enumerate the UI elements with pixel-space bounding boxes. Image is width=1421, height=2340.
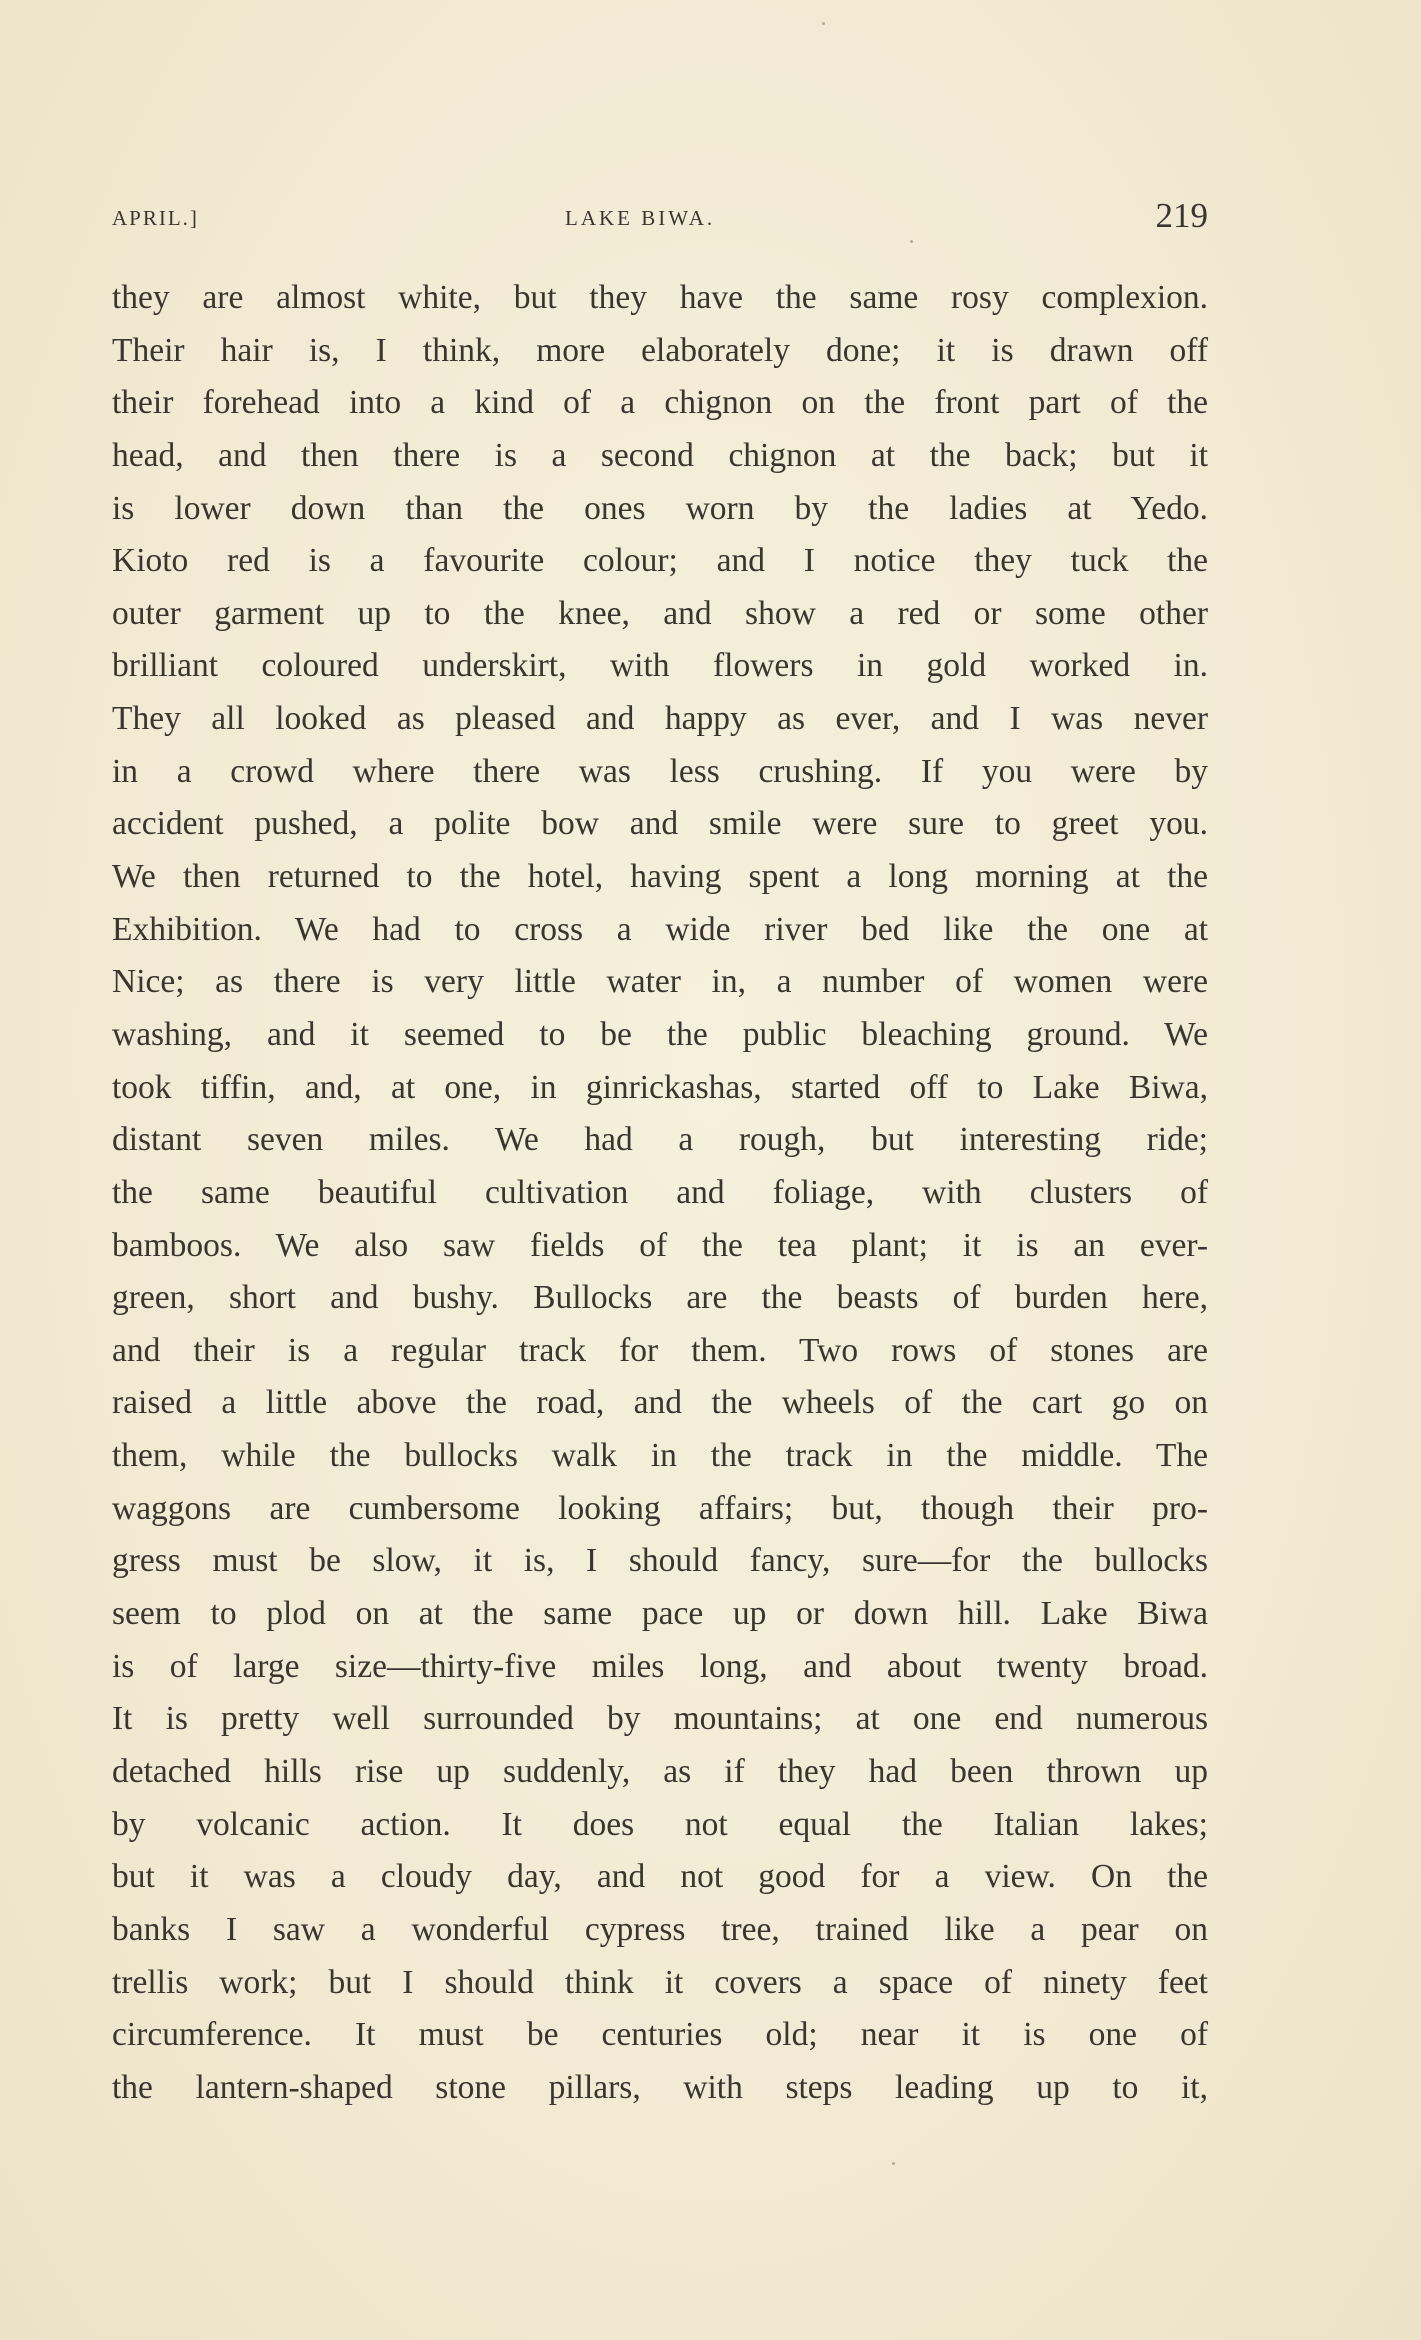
text-line: raised a little above the road, and the wheels of the cart go on bbox=[112, 1384, 1208, 1422]
running-head-month: APRIL.] bbox=[112, 206, 199, 230]
text-line: Exhibition. We had to cross a wide river bed like the one at bbox=[112, 910, 1208, 948]
body-text bbox=[112, 272, 1208, 2114]
text-line: We then returned to the hotel, having spent a long morning at the bbox=[112, 858, 1208, 896]
paper-speck bbox=[822, 22, 825, 25]
text-line: is lower down than the ones worn by the ladies at Yedo. bbox=[112, 489, 1208, 527]
text-line: Nice; as there is very little water in, a number of women were bbox=[112, 963, 1208, 1001]
text-line: by volcanic action. It does not equal the Italian lakes; bbox=[112, 1805, 1208, 1843]
text-line: circumference. It must be centuries old; near it is one of bbox=[112, 2016, 1208, 2054]
text-line: the lantern-shaped stone pillars, with steps leading up to it, bbox=[112, 2068, 1208, 2106]
text-line: in a crowd where there was less crushing. If you were by bbox=[112, 752, 1208, 790]
text-line: They all looked as pleased and happy as ever, and I was never bbox=[112, 700, 1208, 738]
text-line: head, and then there is a second chignon at the back; but it bbox=[112, 436, 1208, 474]
text-line: It is pretty well surrounded by mountains; at one end numerous bbox=[112, 1700, 1208, 1738]
text-line: bamboos. We also saw fields of the tea plant; it is an ever- bbox=[112, 1226, 1208, 1264]
text-line: washing, and it seemed to be the public bleaching ground. We bbox=[112, 1015, 1208, 1053]
text-line: trellis work; but I should think it covers a space of ninety feet bbox=[112, 1963, 1208, 2001]
text-line: brilliant coloured underskirt, with flowers in gold worked in. bbox=[112, 647, 1208, 685]
text-line: banks I saw a wonderful cypress tree, trained like a pear on bbox=[112, 1910, 1208, 1948]
text-line: green, short and bushy. Bullocks are the beasts of burden here, bbox=[112, 1279, 1208, 1317]
text-line: but it was a cloudy day, and not good for a view. On the bbox=[112, 1858, 1208, 1896]
text-line: Kioto red is a favourite colour; and I notice they tuck the bbox=[112, 542, 1208, 580]
text-line: distant seven miles. We had a rough, but interesting ride; bbox=[112, 1121, 1208, 1159]
text-line: them, while the bullocks walk in the track in the middle. The bbox=[112, 1437, 1208, 1475]
text-line: is of large size—thirty-five miles long, and about twenty broad. bbox=[112, 1647, 1208, 1685]
text-line: accident pushed, a polite bow and smile were sure to greet you. bbox=[112, 805, 1208, 843]
running-head-title: LAKE BIWA. bbox=[565, 206, 716, 230]
text-line: detached hills rise up suddenly, as if they had been thrown up bbox=[112, 1752, 1208, 1790]
text-line: took tiffin, and, at one, in ginrickashas, started off to Lake Biwa, bbox=[112, 1068, 1208, 1106]
text-line: outer garment up to the knee, and show a red or some other bbox=[112, 594, 1208, 632]
text-line: and their is a regular track for them. Two rows of stones are bbox=[112, 1331, 1208, 1369]
text-line: the same beautiful cultivation and foliage, with clusters of bbox=[112, 1173, 1208, 1211]
page-number: 219 bbox=[1155, 196, 1208, 235]
paper-speck bbox=[892, 2162, 895, 2165]
text-line: Their hair is, I think, more elaborately done; it is drawn off bbox=[112, 331, 1208, 369]
text-line: gress must be slow, it is, I should fancy, sure—for the bullocks bbox=[112, 1542, 1208, 1580]
running-head bbox=[112, 196, 1208, 246]
text-line: their forehead into a kind of a chignon on the front part of the bbox=[112, 384, 1208, 422]
text-line: waggons are cumbersome looking affairs; but, though their pro- bbox=[112, 1489, 1208, 1527]
text-line: they are almost white, but they have the same rosy complexion. bbox=[112, 279, 1208, 316]
text-line: seem to plod on at the same pace up or down hill. Lake Biwa bbox=[112, 1595, 1208, 1633]
